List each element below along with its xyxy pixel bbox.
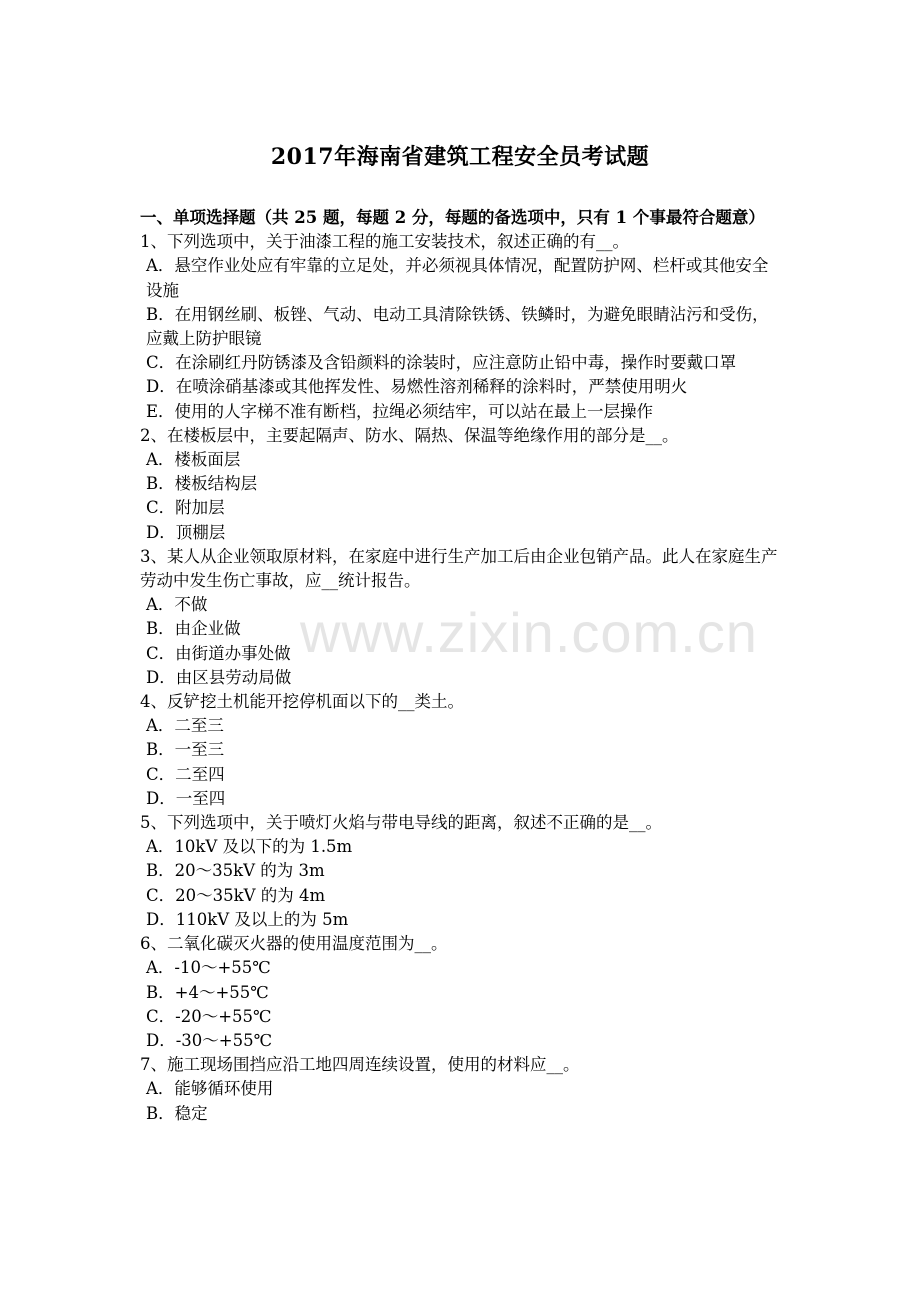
document-body [140,206,782,1126]
option-b: B．在用钢丝刷、板锉、气动、电动工具清除铁锈、铁鳞时，为避免眼睛沾污和受伤，应戴上防护眼镜 [146,304,769,349]
option-d: D．一至四 [146,788,226,808]
question-block [140,932,782,1053]
option-b: B．一至三 [146,740,225,760]
option-a: A．能够循环使用 [146,1079,274,1099]
question-stem: 2、在楼板层中，主要起隔声、防水、隔热、保温等绝缘作用的部分是__。 [140,425,679,445]
page-title: 2017年海南省建筑工程安全员考试题 [270,144,650,170]
option-a: A．二至三 [146,716,224,736]
option-b: B．稳定 [146,1103,208,1123]
option-c: C．在涂刷红丹防锈漆及含铅颜料的涂装时，应注意防止铅中毒，操作时要戴口罩 [146,353,737,373]
option-a: A．不做 [146,595,208,615]
question-stem: 6、二氧化碳灭火器的使用温度范围为__。 [140,934,448,954]
question-stem: 4、反铲挖土机能开挖停机面以下的__类土。 [140,692,464,712]
watermark: www.zixin.com.cn [300,601,758,664]
question-block [140,690,782,811]
option-b: B．+4～+55℃ [146,982,269,1002]
option-d: D．在喷涂硝基漆或其他挥发性、易燃性溶剂稀释的涂料时，严禁使用明火 [146,377,688,397]
option-c: C．附加层 [146,498,225,518]
option-b: B．楼板结构层 [146,474,258,494]
question-block [140,424,782,545]
option-b: B．由企业做 [146,619,241,639]
question-stem: 5、下列选项中，关于喷灯火焰与带电导线的距离，叙述不正确的是__。 [140,813,662,833]
question-stem: 3、某人从企业领取原材料，在家庭中进行生产加工后由企业包销产品。此人在家庭生产劳动中发生伤亡事故，应__统计报告。 [140,546,778,591]
option-d: D．由区县劳动局做 [146,667,292,687]
option-a: A．悬空作业处应有牢靠的立足处，并必须视具体情况，配置防护网、栏杆或其他安全设施 [146,256,769,300]
question-block [140,811,782,932]
option-e: E．使用的人字梯不准有断档，拉绳必须结牢，可以站在最上一层操作 [146,401,654,421]
option-c: C．二至四 [146,764,225,784]
option-a: A．-10～+55℃ [146,958,271,978]
section-heading: 一、单项选择题（共 25 题，每题 2 分，每题的备选项中，只有 1 个事最符合题意） [140,208,765,227]
option-a: A．楼板面层 [146,450,241,470]
option-d: D．-30～+55℃ [146,1030,273,1050]
question-block [140,230,782,424]
option-a: A．10kV 及以下的为 1.5m [146,837,353,857]
question-block [140,1053,782,1126]
question-stem: 1、下列选项中，关于油漆工程的施工安装技术，叙述正确的有__。 [140,232,629,252]
option-c: C．20～35kV 的为 4m [146,885,326,905]
option-d: D．顶棚层 [146,522,226,542]
option-d: D．110kV 及以上的为 5m [146,909,349,929]
option-c: C．由街道办事处做 [146,643,291,663]
option-b: B．20～35kV 的为 3m [146,861,325,881]
option-c: C．-20～+55℃ [146,1006,272,1026]
question-block [140,545,782,690]
question-stem: 7、施工现场围挡应沿工地四周连续设置，使用的材料应__。 [140,1055,580,1075]
